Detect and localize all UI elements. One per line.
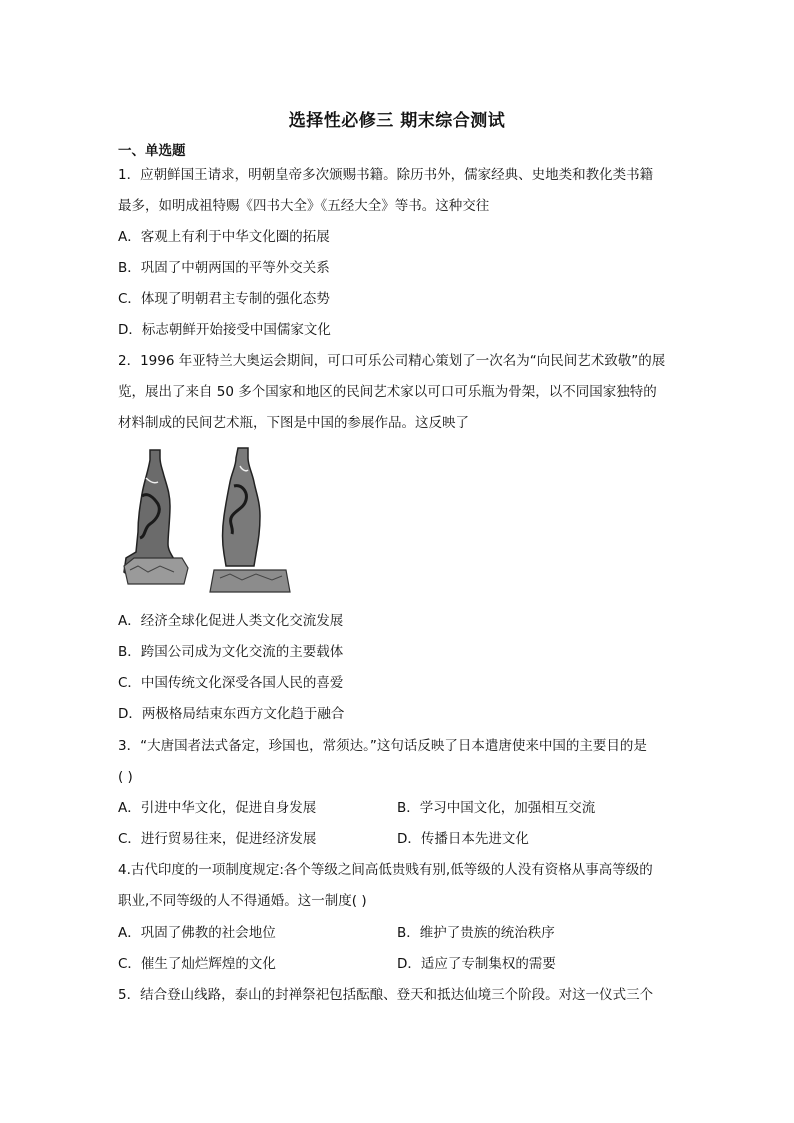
q3-stem-line-2: ( ) bbox=[118, 769, 133, 785]
q1-option-b: B．巩固了中朝两国的平等外交关系 bbox=[118, 260, 330, 276]
q4-option-a: A．巩固了佛教的社会地位 bbox=[118, 925, 276, 941]
q3-stem-line-1: 3．“大唐国者法式备定，珍国也，常须达。”这句话反映了日本遣唐使来中国的主要目的是 bbox=[118, 738, 647, 754]
q2-stem-line-3: 材料制成的民间艺术瓶，下图是中国的参展作品。这反映了 bbox=[118, 415, 469, 431]
q4-stem-line-1: 4.古代印度的一项制度规定:各个等级之间高低贵贱有别,低等级的人没有资格从事高等级的 bbox=[118, 862, 653, 878]
folk-art-bottle-1 bbox=[124, 450, 188, 584]
q4-option-c: C．催生了灿烂辉煌的文化 bbox=[118, 956, 276, 972]
q2-stem-line-2: 览，展出了来自 50 多个国家和地区的民间艺术家以可口可乐瓶为骨架，以不同国家独特的 bbox=[118, 384, 657, 400]
folk-art-bottle-2 bbox=[210, 448, 290, 592]
q1-stem-line-2: 最多，如明成祖特赐《四书大全》《五经大全》等书。这种交往 bbox=[118, 198, 490, 214]
q3-option-b: B．学习中国文化，加强相互交流 bbox=[397, 800, 596, 816]
q2-option-a: A．经济全球化促进人类文化交流发展 bbox=[118, 613, 344, 629]
q1-stem-line-1: 1．应朝鲜国王请求，明朝皇帝多次颁赐书籍。除历书外，儒家经典、史地类和教化类书籍 bbox=[118, 167, 654, 183]
q4-option-d: D．适应了专制集权的需要 bbox=[397, 956, 556, 972]
q2-option-c: C．中国传统文化深受各国人民的喜爱 bbox=[118, 675, 344, 691]
q1-option-d: D．标志朝鲜开始接受中国儒家文化 bbox=[118, 322, 331, 338]
q2-stem-line-1: 2．1996 年亚特兰大奥运会期间，可口可乐公司精心策划了一次名为“向民间艺术致敬”的展 bbox=[118, 353, 666, 369]
q3-option-c: C．进行贸易往来，促进经济发展 bbox=[118, 831, 317, 847]
q1-option-c: C．体现了明朝君主专制的强化态势 bbox=[118, 291, 330, 307]
q5-stem-line-1: 5．结合登山线路，泰山的封禅祭祀包括酝酿、登天和抵达仙境三个阶段。对这一仪式三个 bbox=[118, 987, 654, 1003]
q4-stem-line-2: 职业,不同等级的人不得通婚。这一制度( ) bbox=[118, 893, 367, 909]
q2-option-d: D．两极格局结束东西方文化趋于融合 bbox=[118, 706, 345, 722]
q1-option-a: A．客观上有利于中华文化圈的拓展 bbox=[118, 229, 330, 245]
q3-option-d: D．传播日本先进文化 bbox=[397, 831, 529, 847]
section-heading: 一、单选题 bbox=[118, 143, 186, 159]
q3-option-a: A．引进中华文化，促进自身发展 bbox=[118, 800, 317, 816]
page-title: 选择性必修三 期末综合测试 bbox=[288, 111, 506, 131]
folk-art-bottles-figure bbox=[120, 446, 295, 598]
q2-option-b: B．跨国公司成为文化交流的主要载体 bbox=[118, 644, 344, 660]
q4-option-b: B．维护了贵族的统治秩序 bbox=[397, 925, 555, 941]
